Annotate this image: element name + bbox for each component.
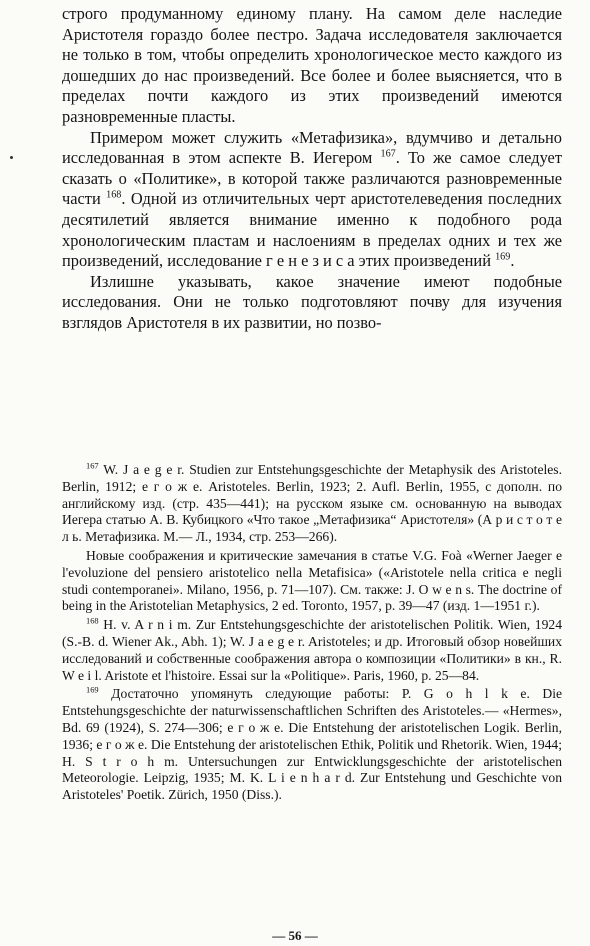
footnote-ref: 167	[380, 148, 396, 160]
footnotes	[62, 462, 562, 806]
text-run: . Одной из отличительных черт аристотелеведения последних десятилетий является внимание именно к подобного рода хронологическим пластам и наслоениям в пределах одних и тех же произведений, исследование г е н е з и с а этих произведений	[62, 189, 562, 271]
text-run: Достаточно упомянуть следующие работы: P. G o h l k e. Die Entstehungsgeschichte der naturwissenschaftlichen Schriften des Aristoteles.— «Hermes», Bd. 69 (1924), S. 274—306; е г о ж е. Die Entstehung der aristotelischen Logik. Berlin, 1936; е г о ж е. Die Entstehung der aristotelischen Ethik, Politik und Rhetorik. Wien, 1944; H. S t r o h m. Untersuchungen zur Entwicklungsgeschichte der aristotelischen Meteorologie. Leipzig, 1935; M. K. L i e n h a r d. Zur Entstehung und Geschichte von Aristoteles' Poetik. Zürich, 1950 (Diss.).	[62, 686, 562, 803]
text-run: W. J a e g e r. Studien zur Entstehungsgeschichte der Metaphysik des Aristoteles. Berlin, 1912; е г о ж е. Aristoteles. Berlin, 1923; 2. Aufl. Berlin, 1955, с дополн. по английскому изд. (стр. 435—441); на русском языке см. основанную на выводах Иегера статью А. В. Кубицкого «Что такое „Метафизика“ Аристотеля» (А р и с т о т е л ь. Метафизика. М.— Л., 1934, стр. 253—266).	[62, 462, 562, 545]
footnote-ref: 169	[86, 684, 99, 695]
footnote-ref: 169	[495, 251, 511, 263]
footnote	[62, 548, 562, 615]
paragraph	[62, 128, 562, 272]
footnote	[62, 617, 562, 684]
footnote-ref: 168	[86, 615, 99, 626]
footnote-ref: 168	[106, 189, 122, 201]
text-run: . То же самое следует сказать о «Политике», в которой также различаются разновременные части	[62, 148, 562, 209]
text-run: .	[510, 251, 515, 271]
footnote-ref: 167	[86, 460, 99, 471]
text-run: Примером может служить «Метафизика», вдумчиво и детально исследованная в этом аспекте В. Иегером	[62, 127, 562, 168]
text-run: H. v. A r n i m. Zur Entstehungsgeschichte der aristotelischen Politik. Wien, 1924 (S.-B. d. Wiener Ak., Abh. 1); W. J a e g e r. Aristoteles; и др. Итоговый обзор новейших исследований и собственные соображения автора о композиции «Политики» в кн., R. W e i l. Aristote et l'histoire. Essai sur la «Politique». Paris, 1960, p. 25—84.	[62, 617, 562, 683]
footnote	[62, 462, 562, 546]
text-run: Новые соображения и критические замечания в статье V.G. Foà «Werner Jaeger e l'evoluzione del pensiero aristotelico nella Metafisica» («Aristotele nella critica e negli studi contemporanei». Milano, 1956, p. 71—107). См. также: J. O w e n s. The doctrine of being in the Aristotelian Metaphysics, 2 ed. Toronto, 1957, p. 39—47 (изд. 1—1951 г.).	[62, 547, 562, 614]
footnote	[62, 686, 562, 804]
text-run: строго продуманному единому плану. На самом деле наследие Аристотеля гораздо более пестро. Задача исследователя заключается не только в том, чтобы определить хронологическое место каждого из дошедших до нас произведений. Все более и более выясняется, что в пределах почти каждого из этих произведений имеются разновременные пласты.	[62, 4, 562, 126]
page-number: — 56 —	[272, 928, 318, 943]
text-run: Излишне указывать, какое значение имеют подобные исследования. Они не только подготовляют почву для изучения взглядов Аристотеля в их развитии, но позво-	[62, 271, 562, 332]
margin-speck	[10, 156, 13, 159]
main-text	[62, 4, 562, 334]
paragraph	[62, 4, 562, 128]
paragraph	[62, 272, 562, 334]
